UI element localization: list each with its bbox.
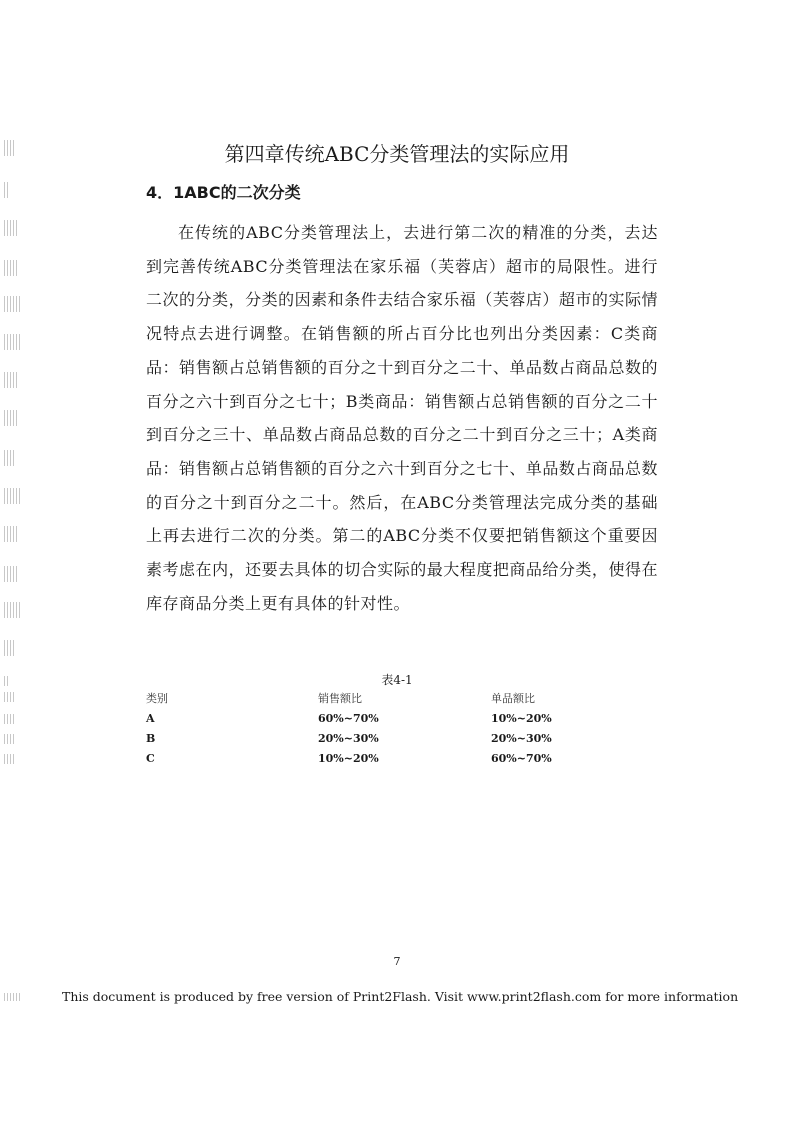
- scan-mark: [4, 296, 20, 312]
- scan-mark: [4, 182, 10, 198]
- scan-mark: [4, 488, 20, 504]
- header-sales-ratio: 销售额比: [318, 692, 362, 705]
- header-category: 类别: [146, 692, 168, 705]
- cell-item-ratio: 20%~30%: [491, 731, 552, 745]
- cell-category: A: [146, 711, 155, 725]
- scan-mark: [4, 526, 18, 542]
- scan-mark: [4, 450, 16, 466]
- body-text: [146, 216, 658, 620]
- scan-mark: [4, 566, 18, 582]
- scan-mark: [4, 754, 14, 764]
- scan-mark: [4, 714, 14, 724]
- scan-mark: [4, 410, 18, 426]
- table-row: [146, 748, 661, 768]
- table-row: [146, 708, 661, 728]
- scan-mark: [4, 372, 18, 388]
- cell-item-ratio: 10%~20%: [491, 711, 552, 725]
- table-caption: 表4-1: [381, 673, 413, 687]
- header-item-ratio: 单品额比: [491, 692, 535, 705]
- cell-category: B: [146, 731, 156, 745]
- scan-mark: [4, 692, 14, 702]
- table-header-row: [146, 688, 661, 708]
- footer-watermark-text: This document is produced by free version of Print2Flash. Visit www.print2flash.com for more information: [62, 989, 739, 1004]
- footer-scan-mark: [4, 993, 22, 1001]
- cell-category: C: [146, 751, 155, 765]
- scan-mark: [4, 260, 18, 276]
- cell-sales-ratio: 60%~70%: [318, 711, 379, 725]
- ratio-table: [146, 688, 661, 768]
- cell-item-ratio: 60%~70%: [491, 751, 552, 765]
- body-paragraph: 在传统的ABC分类管理法上，去进行第二次的精准的分类，去达到完善传统ABC分类管理法在家乐福（芙蓉店）超市的局限性。进行二次的分类，分类的因素和条件去结合家乐福（芙蓉店）超市的实际情况特点去进行调整。在销售额的所占百分比也列出分类因素：C类商品：销售额占总销售额的百分之十到百分之二十、单品数占商品总数的百分之六十到百分之七十；B类商品：销售额占总销售额的百分之二十到百分之三十、单品数占商品总数的百分之二十到百分之三十；A类商品：销售额占总销售额的百分之六十到百分之七十、单品数占商品总数的百分之十到百分之二十。然后，在ABC分类管理法完成分类的基础上再去进行二次的分类。第二的ABC分类不仅要把销售额这个重要因素考虑在内，还要去具体的切合实际的最大程度把商品给分类，使得在库存商品分类上更有具体的针对性。: [146, 223, 658, 613]
- cell-sales-ratio: 10%~20%: [318, 751, 379, 765]
- scan-mark: [4, 640, 16, 656]
- scan-mark: [4, 220, 18, 236]
- scan-mark: [4, 734, 14, 744]
- scan-mark: [4, 602, 20, 618]
- cell-sales-ratio: 20%~30%: [318, 731, 379, 745]
- chapter-title: 第四章传统ABC分类管理法的实际应用: [224, 142, 570, 166]
- scan-mark: [4, 334, 20, 350]
- table-row: [146, 728, 661, 748]
- section-heading: 4．1ABC的二次分类: [146, 183, 301, 202]
- page-number: 7: [393, 955, 401, 968]
